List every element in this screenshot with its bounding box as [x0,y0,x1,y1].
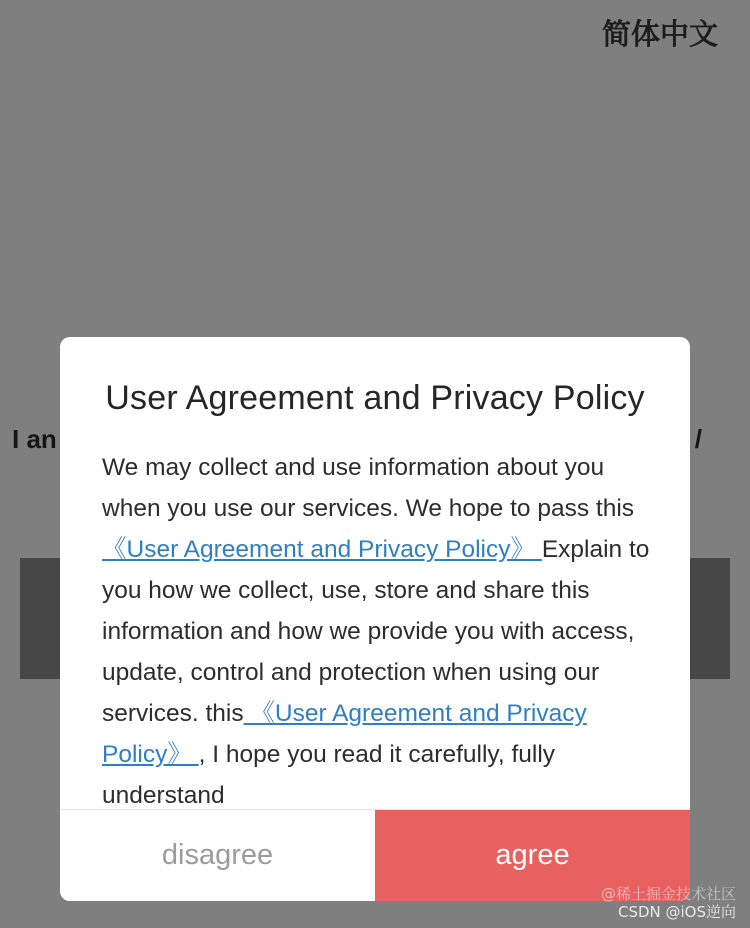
dialog-body[interactable] [102,447,658,809]
body-text-1: We may collect and use information about you when you use our services. We hope to pass this [102,454,635,522]
policy-link[interactable]: 《User Agreement and Privacy Policy》 [102,700,587,768]
disagree-button[interactable]: disagree [60,810,375,901]
agree-button[interactable]: agree [375,810,690,901]
watermark-csdn: CSDN @iOS逆向 [617,903,736,921]
privacy-dialog [60,337,690,901]
language-switch[interactable]: 简体中文 [601,17,718,51]
background-text-right: / [694,424,702,454]
background-text-left: I an [12,424,57,454]
dialog-body-text [102,447,658,809]
dialog-title: User Agreement and Privacy Policy [105,379,645,417]
policy-link[interactable]: 《User Agreement and Privacy Policy》 [102,536,542,563]
watermark-juejin: @稀土掘金技术社区 [600,885,736,903]
body-text-3: , I hope you read it carefully, fully understand [102,741,556,809]
body-text-2: Explain to you how we collect, use, store and share this information and how we provide you with access, update, control and protection when using our services. this [102,536,650,727]
